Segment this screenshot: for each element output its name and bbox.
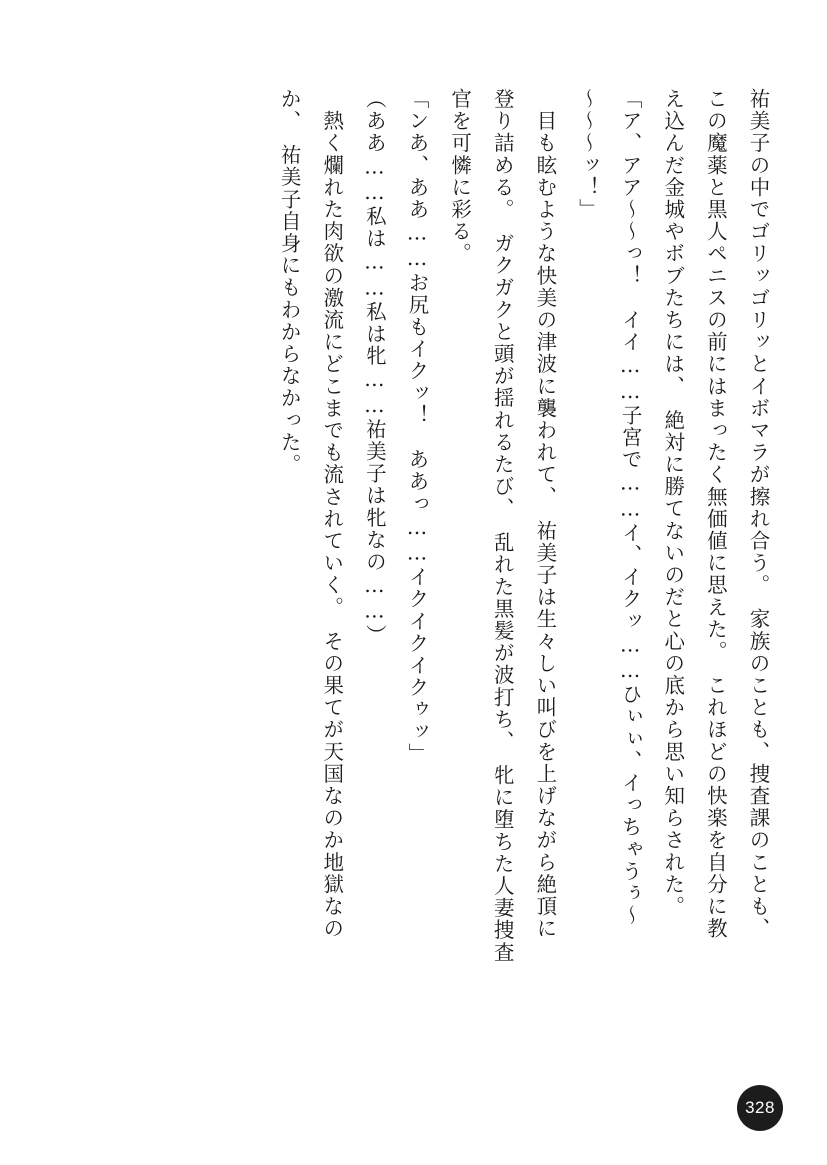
novel-body-text <box>159 88 779 1048</box>
paragraph: か、 祐美子自身にもわからなかった。 <box>277 88 302 476</box>
paragraph: 「ア、アア〜〜っ！ イイ……子宮で……イ、イクッ……ひぃぃ、イっちゃうぅ〜 <box>618 88 643 927</box>
paragraph: 〜〜〜ッ！」 <box>575 88 600 221</box>
paragraph: 熱く爛れた肉欲の激流にどこまでも流されていく。 その果てが天国なのか地獄なの <box>319 88 344 940</box>
page-number: 328 <box>737 1085 783 1131</box>
paragraph: 祐美子の中でゴリッゴリッとイボマラが擦れ合う。 家族のことも、捜査課のことも、 <box>746 88 770 940</box>
paragraph: （ああ……私は……私は牝……祐美子は牝なの……） <box>362 88 387 647</box>
paragraph: 登り詰める。 ガクガクと頭が揺れるたび、 乱れた黒髪が波打ち、 牝に堕ちた人妻捜査 <box>490 88 515 964</box>
paragraph: 「ンあ、ああ……お尻もイクッ！ ああっ……イクイクイクゥッ」 <box>405 88 429 765</box>
paragraph: 目も眩むような快美の津波に襲われて、 祐美子は生々しい叫びを上げながら絶頂に <box>532 88 557 940</box>
paragraph: この魔薬と黒人ペニスの前にはまったく無価値に思えた。 これほどの快楽を自分に教 <box>703 88 728 940</box>
paragraph: え込んだ金城やボブたちには、 絶対に勝てないのだと心の底から思い知らされた。 <box>660 88 685 918</box>
paragraph: 官を可憐に彩る。 <box>447 88 472 265</box>
